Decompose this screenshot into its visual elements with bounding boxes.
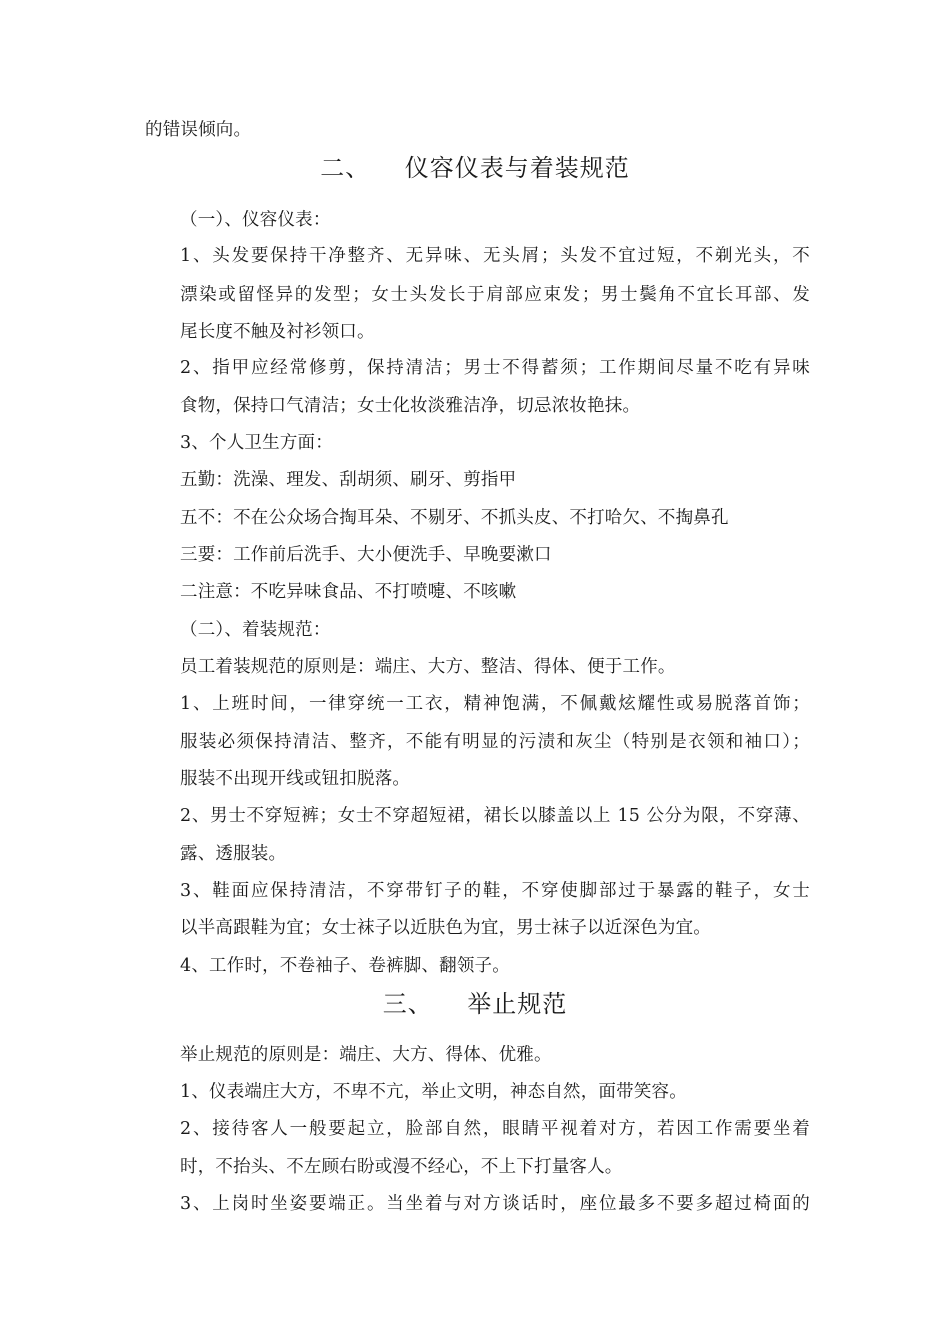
behavior-item-3-line-1: 3、上岗时坐姿要端正。当坐着与对方谈话时，座位最多不要多超过椅面的	[180, 1194, 810, 1214]
behavior-item-1: 1、仪表端庄大方，不卑不亢，举止文明，神态自然，面带笑容。	[180, 1082, 687, 1102]
dress-item-3-line-2: 以半高跟鞋为宜；女士袜子以近肤色为宜，男士袜子以近深色为宜。	[180, 918, 711, 938]
item-2-line-1: 2、指甲应经常修剪，保持清洁；男士不得蓄须；工作期间尽量不吃有异味	[180, 358, 810, 378]
dress-item-3-line-1: 3、鞋面应保持清洁，不穿带钉子的鞋，不穿使脚部过于暴露的鞋子，女士	[180, 881, 810, 901]
three-musts: 三要：工作前后洗手、大小便洗手、早晚要漱口	[180, 545, 552, 565]
subsection-heading-1: （一）、仪容仪表：	[180, 210, 331, 230]
paragraph-continuation: 的错误倾向。	[145, 120, 252, 140]
five-diligence: 五勤：洗澡、理发、刮胡须、刷牙、剪指甲	[180, 470, 517, 490]
item-1-line-2: 漂染或留怪异的发型；女士头发长于肩部应束发；男士鬓角不宜长耳部、发	[180, 285, 810, 305]
behavior-principle: 举止规范的原则是：端庄、大方、得体、优雅。	[180, 1045, 552, 1065]
dress-item-2-line-2: 露、透服装。	[180, 844, 287, 864]
two-cautions: 二注意：不吃异味食品、不打喷嚏、不咳嗽	[180, 582, 517, 602]
item-3: 3、个人卫生方面：	[180, 433, 333, 453]
dress-item-1-line-3: 服装不出现开线或钮扣脱落。	[180, 769, 411, 789]
dress-item-1-line-1: 1、上班时间，一律穿统一工衣，精神饱满，不佩戴炫耀性或易脱落首饰；	[180, 694, 810, 714]
dress-item-1-line-2: 服装必须保持清洁、整齐，不能有明显的污渍和灰尘（特别是衣领和袖口）；	[180, 732, 810, 752]
subsection-heading-2: （二）、着装规范：	[180, 620, 331, 640]
dress-item-2-line-1: 2、男士不穿短裤；女士不穿超短裙，裙长以膝盖以上 15 公分为限，不穿薄、	[180, 806, 810, 826]
section-heading-3: 三、 举止规范	[382, 990, 568, 1018]
section-heading-2: 二、 仪容仪表与着装规范	[320, 154, 630, 182]
item-1-line-1: 1、头发要保持干净整齐、无异味、无头屑；头发不宜过短，不剃光头，不	[180, 246, 810, 266]
dress-principle: 员工着装规范的原则是：端庄、大方、整洁、得体、便于工作。	[180, 657, 676, 677]
dress-item-4: 4、工作时，不卷袖子、卷裤脚、翻领子。	[180, 956, 510, 976]
five-donts: 五不：不在公众场合掏耳朵、不剔牙、不抓头皮、不打哈欠、不掏鼻孔	[180, 508, 729, 528]
behavior-item-2-line-1: 2、接待客人一般要起立，脸部自然，眼睛平视着对方，若因工作需要坐着	[180, 1119, 810, 1139]
item-1-line-3: 尾长度不触及衬衫领口。	[180, 322, 375, 342]
item-2-line-2: 食物，保持口气清洁；女士化妆淡雅洁净，切忌浓妆艳抹。	[180, 396, 641, 416]
behavior-item-2-line-2: 时，不抬头、不左顾右盼或漫不经心，不上下打量客人。	[180, 1157, 623, 1177]
